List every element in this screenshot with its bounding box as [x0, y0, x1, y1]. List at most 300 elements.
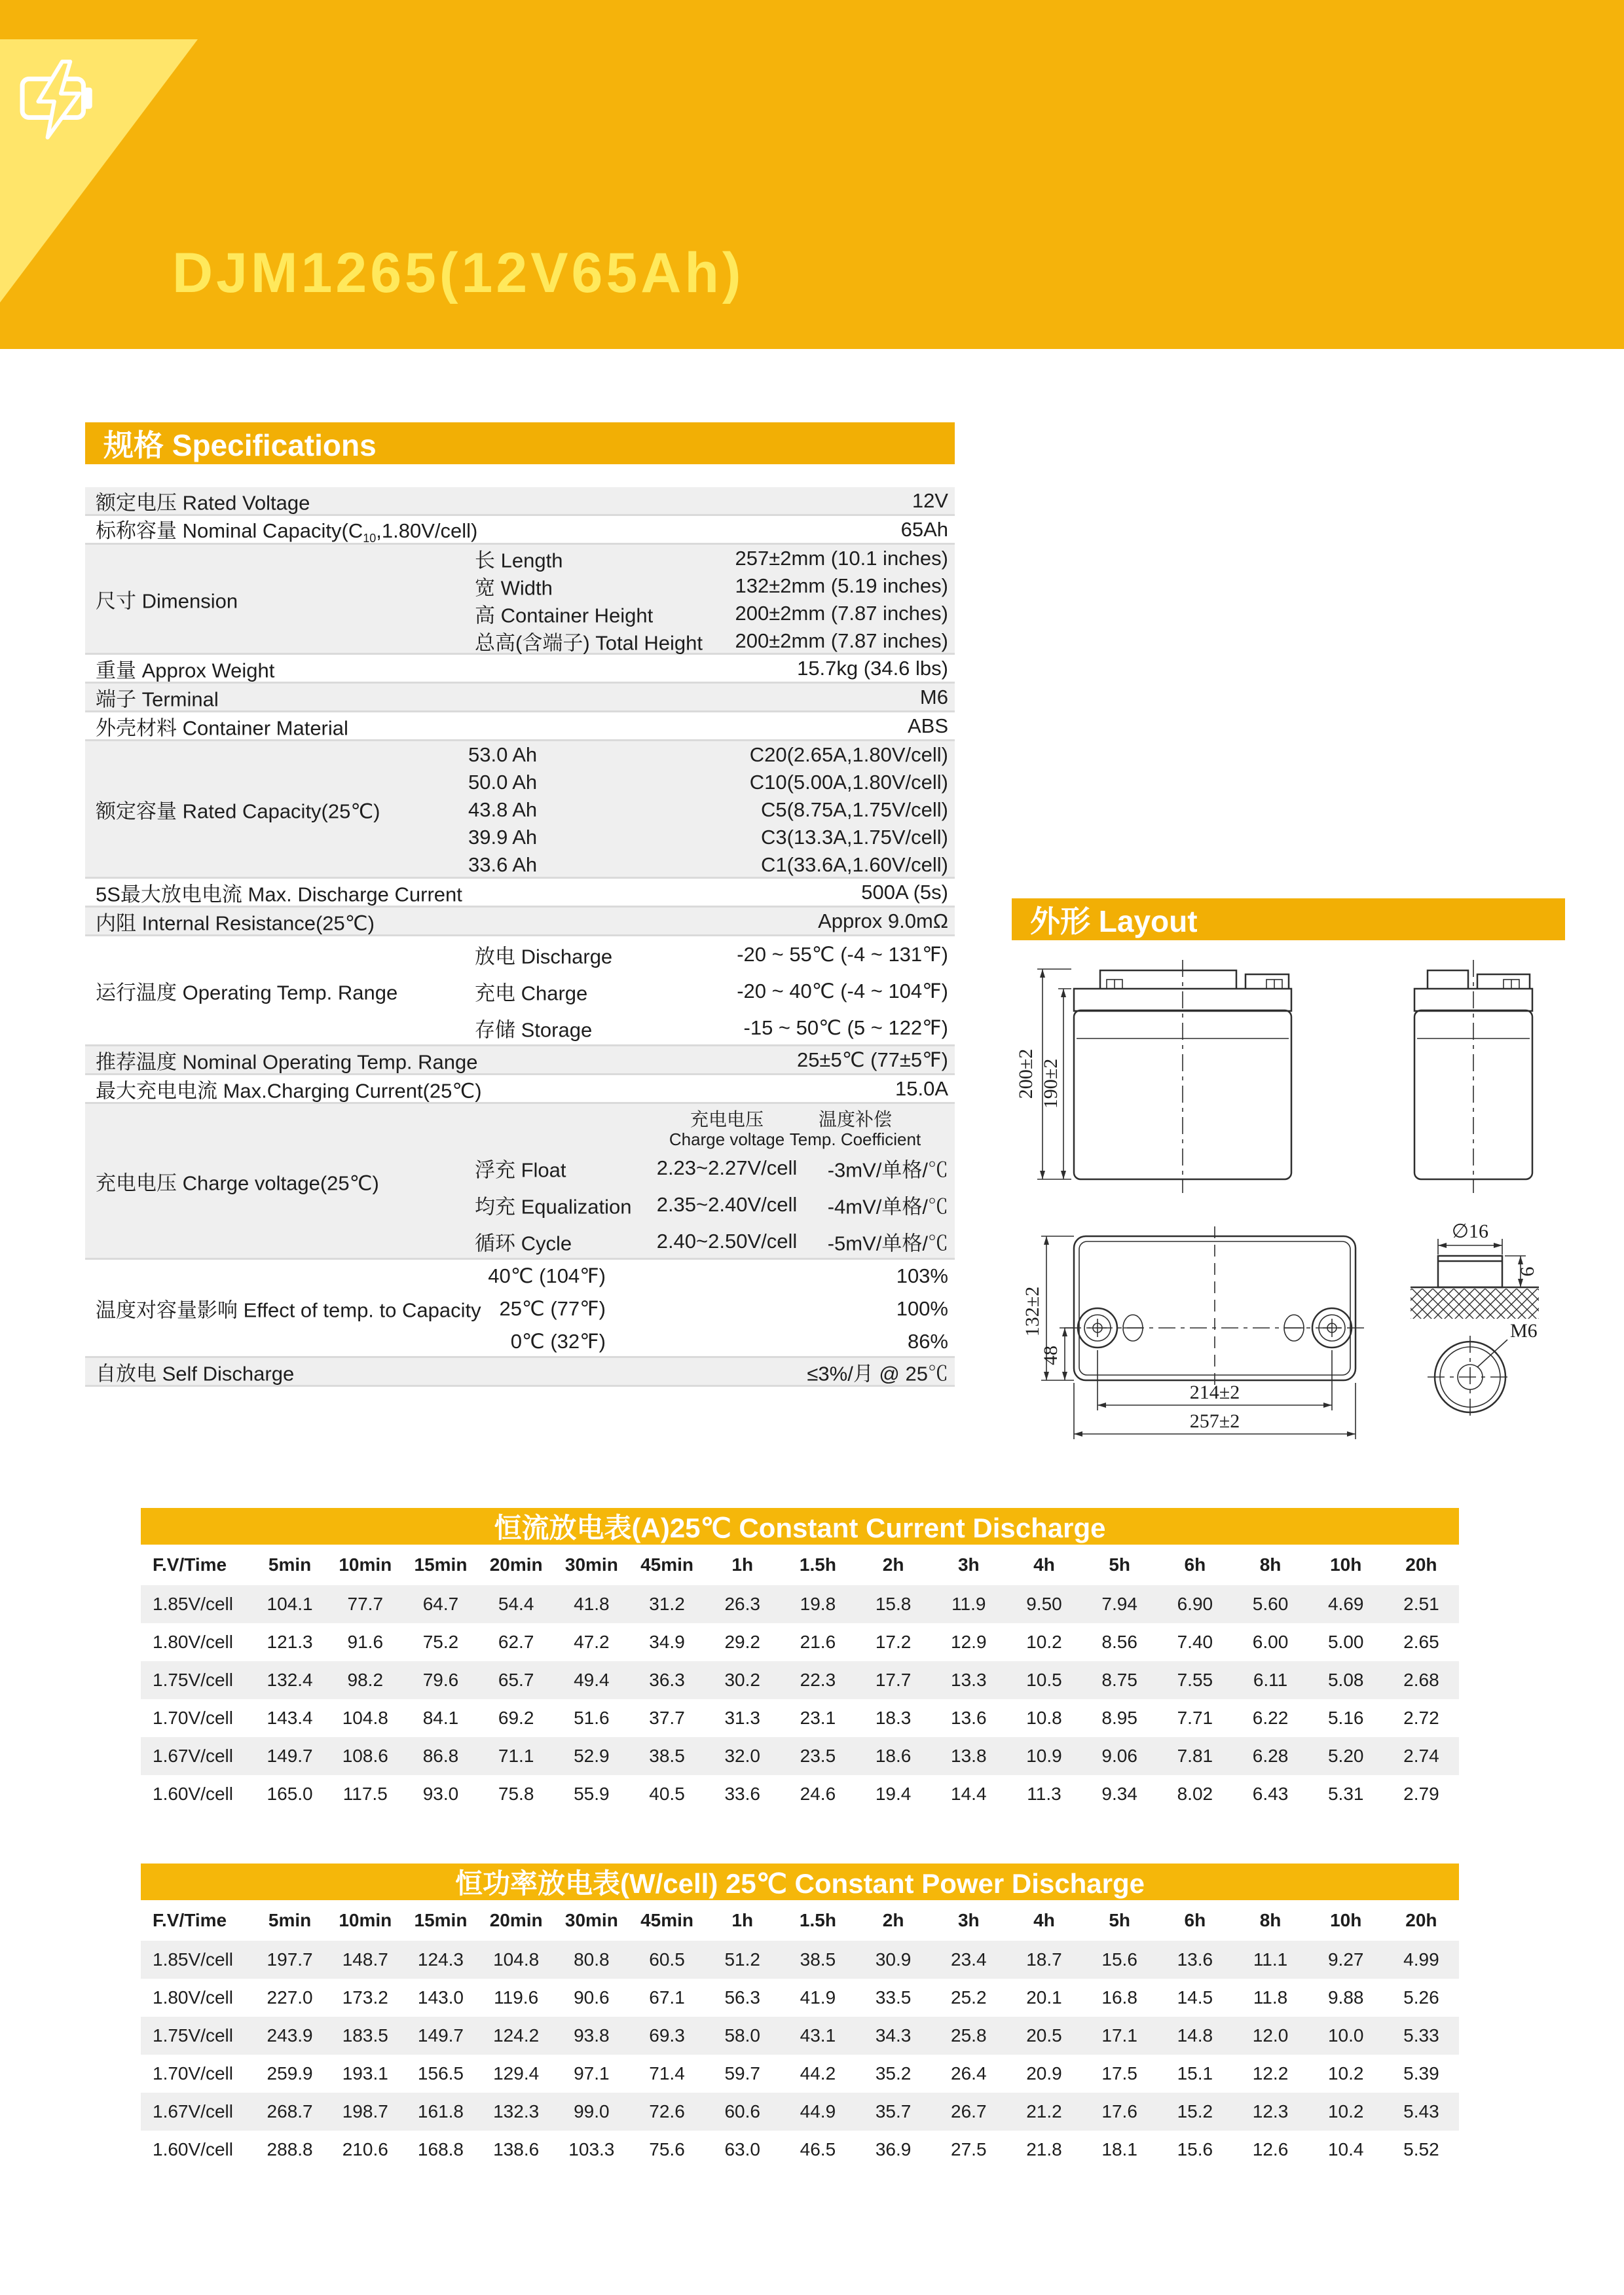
discharge-table-value: 10.2 — [1308, 2093, 1384, 2131]
discharge-table-value: 37.7 — [649, 1708, 685, 1728]
spec-value: 500A (5s) — [861, 880, 948, 904]
discharge-table-value: 67.1 — [649, 1987, 685, 2008]
discharge-table-value: 227.0 — [267, 1987, 313, 2008]
discharge-table-row-label: 1.80V/cell — [153, 1987, 233, 2008]
discharge-table-value: 121.3 — [267, 1632, 313, 1652]
discharge-table-value: 103.3 — [568, 2139, 615, 2159]
discharge-table-value: 5.00 — [1327, 1632, 1364, 1652]
constant-current-discharge-table — [141, 1545, 1459, 1813]
capacity-rate: C3(13.3A,1.75V/cell) — [760, 826, 948, 849]
discharge-table-value: 34.9 — [649, 1632, 685, 1652]
discharge-table-value: 10.2 — [1327, 2063, 1364, 2084]
discharge-table-value: 33.5 — [875, 1987, 912, 2008]
capacity-c20-row — [85, 741, 955, 769]
spec-row-dimension — [85, 545, 955, 655]
capacity-c10-row — [85, 769, 955, 796]
discharge-table-value: 44.2 — [800, 2063, 836, 2084]
discharge-table-col-header: 6h — [1184, 1554, 1206, 1575]
discharge-table-value: 8.75 — [1082, 1661, 1157, 1699]
spec-row-terminal — [85, 684, 955, 712]
discharge-table-value: 17.7 — [856, 1661, 931, 1699]
discharge-table-value: 86.8 — [403, 1737, 478, 1775]
discharge-table-value: 193.1 — [342, 2063, 388, 2084]
temp-coefficient-value: -3mV/单格/℃ — [827, 1158, 948, 1182]
spec-label: 额定容量 Rated Capacity(25℃) — [96, 799, 380, 822]
discharge-table-value: 5.26 — [1403, 1987, 1439, 2008]
discharge-table-value: 41.9 — [800, 1987, 836, 2008]
discharge-table-value: 23.5 — [780, 1737, 855, 1775]
sub-value: 100% — [896, 1297, 948, 1320]
discharge-table-value: 62.7 — [498, 1632, 534, 1652]
discharge-table-col-header: 3h — [957, 1554, 980, 1575]
spec-label: 充电电压 Charge voltage(25℃) — [96, 1171, 379, 1194]
terminal-detail — [1411, 1221, 1539, 1418]
discharge-table-corner-header: F.V/Time — [153, 1554, 227, 1575]
spec-label: 推荐温度 Nominal Operating Temp. Range — [96, 1050, 478, 1073]
discharge-table-value: 4.99 — [1384, 1941, 1459, 1979]
discharge-table-value: 31.3 — [724, 1708, 760, 1728]
discharge-table-value: 26.4 — [951, 2063, 987, 2084]
spec-row-operating-temp — [85, 936, 955, 1046]
sub-label: 宽 Width — [475, 576, 553, 600]
discharge-table-value: 104.8 — [479, 1941, 554, 1979]
spec-value: Approx 9.0mΩ — [818, 909, 948, 932]
discharge-table-value: 98.2 — [327, 1661, 403, 1699]
discharge-table-value: 34.3 — [856, 2017, 931, 2055]
sub-value: -20 ~ 40℃ (-4 ~ 104℉) — [737, 980, 948, 1002]
discharge-table-value: 9.50 — [1006, 1585, 1082, 1623]
sub-label: 均充 Equalization — [475, 1195, 632, 1219]
discharge-table-col-header: 5min — [268, 1910, 312, 1930]
svg-text:200±2: 200±2 — [1015, 1048, 1037, 1099]
discharge-table-col-header: 2h — [882, 1910, 904, 1930]
discharge-table-value: 19.4 — [875, 1784, 912, 1804]
discharge-table-value: 6.00 — [1252, 1632, 1289, 1652]
discharge-table-value: 173.2 — [342, 1987, 388, 2008]
discharge-table-value: 63.0 — [724, 2139, 760, 2159]
sub-value: 132±2mm (5.19 inches) — [735, 574, 948, 597]
discharge-table-value: 138.6 — [493, 2139, 540, 2159]
discharge-table-value: 36.9 — [875, 2139, 912, 2159]
discharge-table-col-header: 45min — [640, 1910, 693, 1930]
discharge-table-value: 15.1 — [1177, 2063, 1213, 2084]
discharge-table-value: 21.6 — [800, 1632, 836, 1652]
discharge-table-value: 64.7 — [403, 1585, 478, 1623]
discharge-table-value: 243.9 — [252, 2017, 327, 2055]
sub-label: 浮充 Float — [475, 1158, 566, 1182]
discharge-table-value: 71.4 — [649, 2063, 685, 2084]
spec-row-charge-voltage — [85, 1104, 955, 1260]
spec-label: 5S最大放电电流 Max. Discharge Current — [96, 883, 462, 906]
spec-label: 端子 Terminal — [96, 688, 219, 710]
discharge-table-col-header: 8h — [1259, 1554, 1282, 1575]
discharge-table-value: 132.4 — [252, 1661, 327, 1699]
discharge-table-value: 14.5 — [1177, 1987, 1213, 2008]
sub-value: 103% — [896, 1264, 948, 1287]
spec-row-internal-resistance — [85, 908, 955, 936]
temp-effect-0c-row — [85, 1325, 955, 1358]
discharge-table-col-header: 20min — [489, 1554, 543, 1575]
discharge-table-value: 19.8 — [780, 1585, 855, 1623]
discharge-table-value: 5.39 — [1403, 2063, 1439, 2084]
discharge-table-value: 6.90 — [1157, 1585, 1232, 1623]
discharge-table-value: 13.8 — [931, 1737, 1006, 1775]
sub-value: 200±2mm (7.87 inches) — [735, 602, 948, 625]
charge-voltage-equalization-row — [85, 1186, 955, 1223]
discharge-table-value: 2.72 — [1403, 1708, 1439, 1728]
spec-value: 12V — [912, 488, 948, 512]
discharge-table-value: 156.5 — [417, 2063, 464, 2084]
spec-label: 最大充电电流 Max.Charging Current(25℃) — [96, 1079, 482, 1102]
sub-label: 40℃ (104℉) — [488, 1264, 606, 1287]
discharge-table-value: 104.1 — [252, 1585, 327, 1623]
discharge-table-value: 148.7 — [327, 1941, 403, 1979]
discharge-table-value: 60.5 — [629, 1941, 705, 1979]
discharge-table-value: 26.7 — [931, 2093, 1006, 2131]
discharge-table-value: 75.8 — [498, 1784, 534, 1804]
discharge-table-value: 65.7 — [479, 1661, 554, 1699]
discharge-table-value: 210.6 — [342, 2139, 388, 2159]
discharge-table-value: 168.8 — [417, 2139, 464, 2159]
discharge-table-col-header: 10min — [339, 1554, 392, 1575]
capacity-ah: 50.0 Ah — [468, 771, 538, 794]
discharge-table-value: 77.7 — [327, 1585, 403, 1623]
discharge-table-col-header: 1.5h — [799, 1554, 836, 1575]
discharge-table-value: 51.6 — [574, 1708, 610, 1728]
discharge-table-value: 35.7 — [856, 2093, 931, 2131]
spec-row-nominal-capacity — [85, 516, 955, 545]
spec-value: 15.0A — [895, 1076, 948, 1100]
discharge-table-value: 12.2 — [1252, 2063, 1289, 2084]
discharge-table-value: 288.8 — [267, 2139, 313, 2159]
discharge-table-value: 30.9 — [856, 1941, 931, 1979]
spec-label: 标称容量 Nominal $Capacity(C_{10},1.80V/cell)$ — [96, 519, 478, 545]
discharge-table-col-header: 10h — [1330, 1554, 1362, 1575]
discharge-table-value: 9.06 — [1082, 1737, 1157, 1775]
discharge-table-value: 149.7 — [252, 1737, 327, 1775]
discharge-table-value: 56.3 — [724, 1987, 760, 2008]
side-view — [1414, 960, 1532, 1193]
discharge-table-value: 29.2 — [724, 1632, 760, 1652]
discharge-table-col-header: 10min — [339, 1910, 392, 1930]
discharge-table-value: 8.02 — [1177, 1784, 1213, 1804]
discharge-table-value: 119.6 — [494, 1987, 539, 2008]
operating-temp-storage-row — [85, 1010, 955, 1046]
discharge-table-value: 18.6 — [856, 1737, 931, 1775]
discharge-table-value: 90.6 — [574, 1987, 610, 2008]
discharge-table-value: 17.5 — [1101, 2063, 1137, 2084]
discharge-table-col-header: 45min — [640, 1554, 693, 1575]
discharge-table-value: 75.2 — [422, 1632, 459, 1652]
discharge-table-value: 15.6 — [1177, 2139, 1213, 2159]
spec-row-rated-capacity — [85, 741, 955, 879]
discharge-table-value: 40.5 — [649, 1784, 685, 1804]
discharge-table-value: 12.6 — [1252, 2139, 1289, 2159]
spec-label: 尺寸 Dimension — [96, 589, 238, 612]
discharge-table-value: 17.1 — [1082, 2017, 1157, 2055]
discharge-table-row-label: 1.85V/cell — [141, 1585, 252, 1623]
discharge-table-col-header: 10h — [1330, 1910, 1362, 1930]
discharge-table-value: 49.4 — [554, 1661, 629, 1699]
discharge-table-row-label: 1.60V/cell — [153, 1784, 233, 1804]
discharge-table-value: 21.8 — [1026, 2139, 1062, 2159]
discharge-table-value: 5.43 — [1384, 2093, 1459, 2131]
sub-value: 257±2mm (10.1 inches) — [735, 547, 948, 570]
discharge-table-value: 5.60 — [1232, 1585, 1308, 1623]
sub-label: 循环 Cycle — [475, 1232, 572, 1255]
sub-label: 高 Container Height — [475, 604, 654, 627]
spec-row-temp-effect — [85, 1260, 955, 1358]
sub-label: 充电 Charge — [475, 982, 588, 1005]
discharge-table-value: 24.6 — [800, 1784, 836, 1804]
capacity-rate: C20(2.65A,1.80V/cell) — [749, 743, 948, 766]
charge-voltage-cycle-row — [85, 1223, 955, 1260]
discharge-table-value: 6.43 — [1252, 1784, 1289, 1804]
discharge-table-value: 10.5 — [1006, 1661, 1082, 1699]
discharge-table-col-header: 20h — [1405, 1554, 1437, 1575]
discharge-table-col-header: 1h — [731, 1910, 754, 1930]
discharge-table-value: 124.2 — [479, 2017, 554, 2055]
operating-temp-discharge-row — [85, 936, 955, 973]
discharge-table-value: 17.6 — [1082, 2093, 1157, 2131]
discharge-table-col-header: 6h — [1184, 1910, 1206, 1930]
svg-text:M6: M6 — [1510, 1320, 1538, 1342]
layout-heading: 外形 Layout — [1012, 898, 1565, 940]
spec-label: 自放电 Self Discharge — [96, 1362, 295, 1385]
sub-label: 长 Length — [475, 549, 563, 572]
discharge-table-col-header: 4h — [1033, 1910, 1055, 1930]
discharge-table-value: 23.4 — [931, 1941, 1006, 1979]
spec-row-max-charging — [85, 1075, 955, 1104]
temp-coefficient-value: -5mV/单格/℃ — [827, 1232, 948, 1255]
discharge-table-col-header: 4h — [1033, 1554, 1055, 1575]
discharge-table-value: 197.7 — [252, 1941, 327, 1979]
discharge-table-value: 10.4 — [1327, 2139, 1364, 2159]
discharge-table-value: 27.5 — [951, 2139, 987, 2159]
spec-row-self-discharge — [85, 1358, 955, 1387]
discharge-table-value: 8.56 — [1101, 1632, 1137, 1652]
discharge-table-value: 69.3 — [629, 2017, 705, 2055]
discharge-table-value: 18.1 — [1101, 2139, 1137, 2159]
discharge-table-value: 52.9 — [554, 1737, 629, 1775]
capacity-ah: 43.8 Ah — [468, 798, 538, 821]
discharge-table-value: 9.27 — [1308, 1941, 1384, 1979]
discharge-table-value: 5.31 — [1327, 1784, 1364, 1804]
constant-power-table-title: 恒功率放电表(W/cell) 25℃ Constant Power Discharge — [141, 1864, 1459, 1900]
discharge-table-value: 124.3 — [403, 1941, 478, 1979]
discharge-table-value: 9.34 — [1101, 1784, 1137, 1804]
svg-text:257±2: 257±2 — [1189, 1410, 1240, 1432]
header-band — [0, 0, 1624, 349]
charge-voltage-value: 2.40~2.50V/cell — [656, 1230, 798, 1253]
spec-value: 15.7kg (34.6 lbs) — [797, 656, 948, 680]
spec-value: ABS — [907, 714, 948, 737]
svg-text:214±2: 214±2 — [1189, 1382, 1240, 1403]
charge-voltage-value: 2.23~2.27V/cell — [656, 1156, 798, 1179]
discharge-table-value: 69.2 — [498, 1708, 534, 1728]
svg-text:48: 48 — [1040, 1346, 1061, 1365]
discharge-table-value: 259.9 — [267, 2063, 313, 2084]
discharge-table-value: 54.4 — [479, 1585, 554, 1623]
discharge-table-value: 25.8 — [931, 2017, 1006, 2055]
sub-label: 总高(含端子) Total Height — [475, 631, 703, 655]
discharge-table-col-header: 20h — [1405, 1910, 1437, 1930]
discharge-table-value: 12.3 — [1232, 2093, 1308, 2131]
discharge-table-value: 58.0 — [705, 2017, 780, 2055]
svg-text:190±2: 190±2 — [1040, 1058, 1061, 1109]
charge-voltage-header — [85, 1104, 955, 1150]
spec-value: ≤3%/月 @ 25℃ — [807, 1362, 948, 1385]
dimension-length-row — [85, 545, 955, 572]
discharge-table-value: 55.9 — [574, 1784, 610, 1804]
discharge-table-row-label: 1.70V/cell — [153, 1708, 233, 1728]
discharge-table-value: 47.2 — [574, 1632, 610, 1652]
discharge-table-value: 44.9 — [780, 2093, 855, 2131]
capacity-ah: 53.0 Ah — [468, 743, 538, 766]
discharge-table-value: 7.81 — [1157, 1737, 1232, 1775]
discharge-table-value: 36.3 — [629, 1661, 705, 1699]
discharge-table-value: 11.8 — [1253, 1987, 1288, 2008]
discharge-table-value: 7.40 — [1177, 1632, 1213, 1652]
spec-label: 内阻 Internal Resistance(25℃) — [96, 911, 375, 934]
discharge-table-value: 2.68 — [1384, 1661, 1459, 1699]
temp-effect-25c-row — [85, 1293, 955, 1325]
sub-value: 200±2mm (7.87 inches) — [735, 629, 948, 652]
temp-effect-40c-row — [85, 1260, 955, 1293]
spec-row-rated-voltage — [85, 487, 955, 516]
discharge-table-value: 8.95 — [1101, 1708, 1137, 1728]
discharge-table-value: 268.7 — [252, 2093, 327, 2131]
discharge-table-value: 6.11 — [1232, 1661, 1308, 1699]
sub-value: -20 ~ 55℃ (-4 ~ 131℉) — [737, 943, 948, 966]
discharge-table-value: 26.3 — [705, 1585, 780, 1623]
discharge-table-col-header: 1.5h — [799, 1910, 836, 1930]
dimension-container-height-row — [85, 600, 955, 627]
discharge-table-value: 2.65 — [1403, 1632, 1439, 1652]
page-title: DJM1265(12V65Ah) — [172, 242, 745, 304]
discharge-table-value: 5.52 — [1403, 2139, 1439, 2159]
discharge-table-value: 149.7 — [403, 2017, 478, 2055]
discharge-table-col-header: 15min — [414, 1554, 468, 1575]
discharge-table-value: 14.8 — [1157, 2017, 1232, 2055]
spec-value: 65Ah — [900, 517, 948, 541]
discharge-table-value: 5.08 — [1308, 1661, 1384, 1699]
discharge-table-value: 91.6 — [347, 1632, 384, 1652]
sub-label: 0℃ (32℉) — [510, 1330, 606, 1353]
discharge-table-value: 2.79 — [1403, 1784, 1439, 1804]
discharge-table-value: 183.5 — [327, 2017, 403, 2055]
constant-current-table-title: 恒流放电表(A)25℃ Constant Current Discharge — [141, 1508, 1459, 1545]
spec-label: 额定电压 Rated Voltage — [96, 491, 310, 514]
discharge-table-value: 41.8 — [554, 1585, 629, 1623]
discharge-table-value: 33.6 — [724, 1784, 760, 1804]
dimension-width-row — [85, 572, 955, 600]
discharge-table-col-header: 30min — [564, 1910, 618, 1930]
discharge-table-row-label: 1.80V/cell — [153, 1632, 233, 1652]
discharge-table-value: 7.94 — [1082, 1585, 1157, 1623]
discharge-table-value: 23.1 — [800, 1708, 836, 1728]
discharge-table-row-label: 1.75V/cell — [141, 1661, 252, 1699]
discharge-table-col-header: 20min — [489, 1910, 543, 1930]
battery-charging-icon — [18, 56, 105, 143]
capacity-rate: C1(33.6A,1.60V/cell) — [760, 853, 948, 876]
discharge-table-value: 5.33 — [1384, 2017, 1459, 2055]
discharge-table-value: 31.2 — [629, 1585, 705, 1623]
discharge-table-value: 11.3 — [1027, 1784, 1061, 1804]
discharge-table-value: 22.3 — [780, 1661, 855, 1699]
discharge-table-value: 11.9 — [931, 1585, 1006, 1623]
svg-text:132±2: 132±2 — [1022, 1286, 1043, 1337]
discharge-table-row-label: 1.67V/cell — [141, 1737, 252, 1775]
discharge-table-value: 15.8 — [856, 1585, 931, 1623]
discharge-table-value: 129.4 — [493, 2063, 540, 2084]
discharge-table-col-header: 15min — [414, 1910, 468, 1930]
discharge-table-value: 93.8 — [554, 2017, 629, 2055]
capacity-c3-row — [85, 824, 955, 851]
discharge-table-value: 15.6 — [1082, 1941, 1157, 1979]
discharge-table-value: 143.4 — [267, 1708, 313, 1728]
charge-voltage-value: 2.35~2.40V/cell — [656, 1193, 798, 1216]
sub-value: -15 ~ 50℃ (5 ~ 122℉) — [743, 1016, 948, 1039]
discharge-table-value: 7.55 — [1157, 1661, 1232, 1699]
discharge-table-col-header: 2h — [882, 1554, 904, 1575]
discharge-table-col-header: 30min — [564, 1554, 618, 1575]
discharge-table-value: 18.3 — [875, 1708, 912, 1728]
discharge-table-value: 117.5 — [342, 1784, 388, 1804]
discharge-table-row-label: 1.60V/cell — [153, 2139, 233, 2159]
discharge-table-row-label: 1.70V/cell — [153, 2063, 233, 2084]
spec-row-nominal-temp — [85, 1046, 955, 1075]
discharge-table-value: 20.5 — [1006, 2017, 1082, 2055]
discharge-table-value: 97.1 — [574, 2063, 610, 2084]
operating-temp-charge-row — [85, 973, 955, 1010]
specifications-table — [85, 487, 955, 1387]
sub-label: 放电 Discharge — [475, 945, 613, 968]
top-view — [1022, 1226, 1365, 1439]
discharge-table-row-label: 1.85V/cell — [141, 1941, 252, 1979]
spec-value: 25±5℃ (77±5℉) — [796, 1048, 948, 1071]
discharge-table-value: 43.1 — [780, 2017, 855, 2055]
discharge-table-value: 12.9 — [951, 1632, 987, 1652]
svg-text:6: 6 — [1517, 1266, 1538, 1277]
discharge-table-value: 17.2 — [875, 1632, 912, 1652]
discharge-table-col-header: 5min — [268, 1554, 312, 1575]
discharge-table-value: 32.0 — [705, 1737, 780, 1775]
discharge-table-value: 5.20 — [1308, 1737, 1384, 1775]
discharge-table-value: 60.6 — [705, 2093, 780, 2131]
discharge-table-col-header: 1h — [731, 1554, 754, 1575]
discharge-table-value: 108.6 — [327, 1737, 403, 1775]
temp-coefficient-col-header: 温度补偿 Temp. Coefficient — [789, 1109, 921, 1150]
discharge-table-corner-header: F.V/Time — [153, 1910, 227, 1930]
discharge-table-value: 38.5 — [629, 1737, 705, 1775]
svg-text:∅16: ∅16 — [1451, 1221, 1489, 1242]
discharge-table-value: 46.5 — [800, 2139, 836, 2159]
discharge-table-value: 18.7 — [1006, 1941, 1082, 1979]
charge-voltage-col-header: 充电电压 Charge voltage — [669, 1109, 785, 1150]
temp-coefficient-value: -4mV/单格/℃ — [827, 1195, 948, 1219]
discharge-table-col-header: 3h — [957, 1910, 980, 1930]
discharge-table-value: 35.2 — [875, 2063, 912, 2084]
discharge-table-value: 2.74 — [1384, 1737, 1459, 1775]
discharge-table-col-header: 5h — [1109, 1554, 1130, 1575]
discharge-table-value: 59.7 — [724, 2063, 760, 2084]
dimension-total-height-row — [85, 627, 955, 655]
discharge-table-value: 93.0 — [422, 1784, 459, 1804]
capacity-rate: C5(8.75A,1.75V/cell) — [760, 798, 948, 821]
discharge-table-value: 38.5 — [780, 1941, 855, 1979]
spec-row-max-discharge — [85, 879, 955, 908]
